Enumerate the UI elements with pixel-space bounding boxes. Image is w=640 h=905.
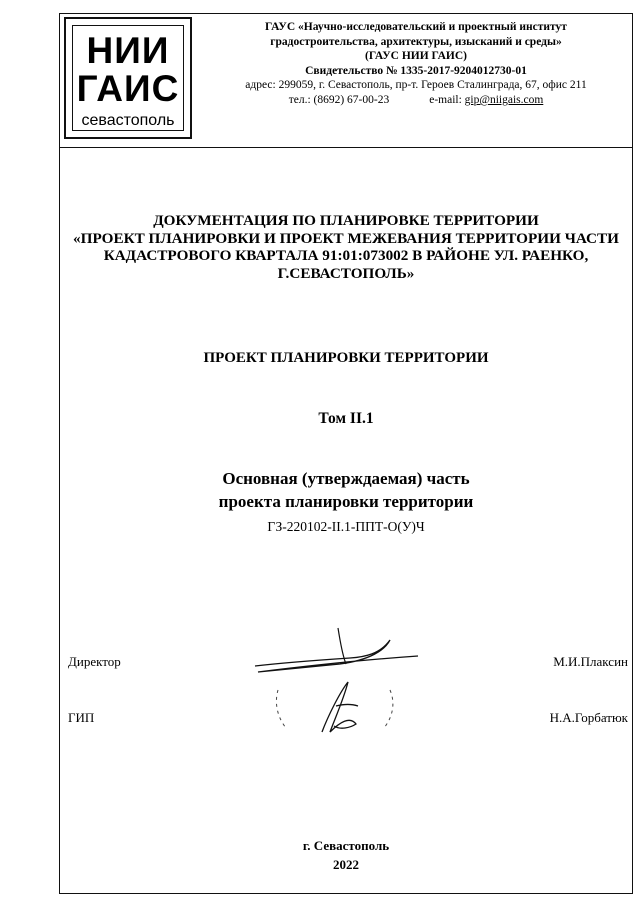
title-line3: КАДАСТРОВОГО КВАРТАЛА 91:01:073002 В РАЙОНЕ УЛ. РАЕНКО, [103, 247, 589, 264]
part-title-line2: проекта планировки территории [218, 492, 474, 511]
director-role: Директор [68, 654, 121, 669]
footer-year: 2022 [333, 857, 359, 872]
handwritten-signatures [240, 620, 430, 750]
gip-signature [322, 682, 358, 732]
org-address: адрес: 299059, г. Севастополь, пр-т. Героев Сталинграда, 67, офис 211 [245, 79, 587, 92]
part-title [60, 467, 632, 513]
title-line2: «ПРОЕКТ ПЛАНИРОВКИ И ПРОЕКТ МЕЖЕВАНИЯ ТЕРРИТОРИИ ЧАСТИ [73, 229, 619, 247]
volume-label: Том II.1 [318, 410, 374, 427]
org-certificate: Свидетельство № 1335-2017-9204012730-01 [305, 64, 527, 77]
org-name-line1: ГАУС «Научно-исследовательский и проектный институт [265, 21, 567, 33]
gip-role: ГИП [68, 710, 95, 725]
director-signature [255, 640, 418, 672]
logo-inner-border [72, 25, 184, 131]
logo-text-city: севастополь [81, 112, 175, 129]
org-contacts [206, 93, 626, 108]
org-email-label: e-mail: [429, 93, 462, 106]
title-line1: ДОКУМЕНТАЦИЯ ПО ПЛАНИРОВКЕ ТЕРРИТОРИИ [153, 212, 539, 229]
org-email-link[interactable]: gip@niigais.com [464, 93, 544, 106]
org-name-line2: градостроительства, архитектуры, изысканий и среды» [270, 35, 562, 48]
gip-name: Н.А.Горбатюк [549, 710, 628, 725]
header-divider [59, 147, 633, 148]
footer-city: г. Севастополь [302, 838, 390, 853]
document-subtitle: ПРОЕКТ ПЛАНИРОВКИ ТЕРРИТОРИИ [203, 350, 489, 366]
organization-header [206, 20, 626, 108]
part-title-line1: Основная (утверждаемая) часть [222, 469, 470, 488]
logo-text-line1: НИИ [86, 30, 170, 71]
logo-text-line2: ГАИС [76, 68, 180, 109]
org-short-name: (ГАУС НИИ ГАИС) [365, 50, 467, 63]
title-line4: Г.СЕВАСТОПОЛЬ» [277, 264, 415, 282]
stamp-arc [276, 690, 392, 728]
document-code: ГЗ-220102-II.1-ППТ-О(У)Ч [267, 519, 425, 534]
director-name: М.И.Плаксин [553, 654, 628, 669]
page-frame [59, 13, 633, 894]
document-title [60, 212, 632, 282]
organization-logo [64, 17, 192, 139]
org-phone: тел.: (8692) 67-00-23 [288, 93, 390, 106]
